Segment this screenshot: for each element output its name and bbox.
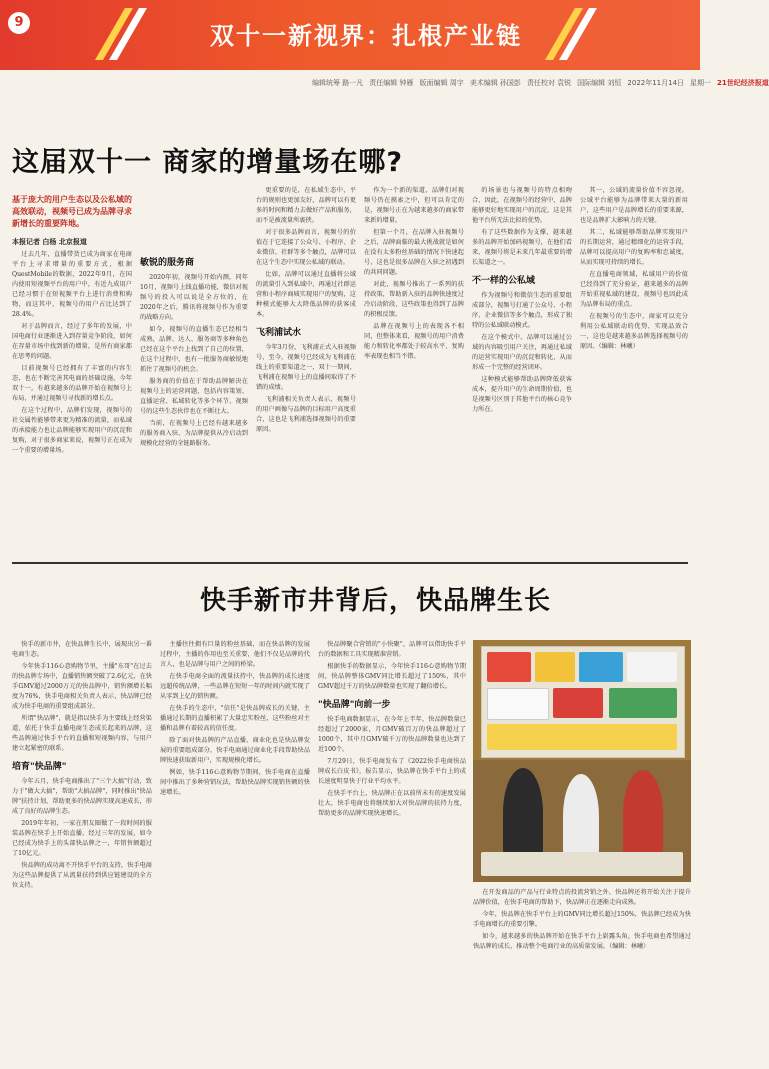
article1-column-1 bbox=[12, 250, 132, 550]
paragraph: 除了面对快品牌的产品直播，商业化也是快品牌发展的重要组成部分，快手电商通过商业化手段帮助快品牌快速获取新用户，实现规模化增长。 bbox=[160, 737, 310, 764]
paragraph: 2020年初，视频号开始内测，同年10月，视频号上线直播功能，微信对视频号的投入可以说是全方位的，在2020年之后，腾讯将视频号作为重要的战略方向。 bbox=[140, 274, 248, 321]
product-box bbox=[487, 652, 531, 682]
paragraph: 比如，品牌可以通过直播将公域的流量引入到私域中，再通过社群运营和小程序商城实现用户的复购，这种模式能够大大降低品牌的获客成本。 bbox=[256, 271, 356, 318]
paragraph: 在快手的生态中，"信任"是快品牌成长的关键，主播通过长期的直播积累了大量忠实粉丝，这些粉丝对主播和品牌有着较高的信任度。 bbox=[160, 705, 310, 732]
presenter-desk bbox=[481, 852, 683, 876]
article2-subheading: 培育"快品牌" bbox=[12, 762, 67, 772]
paragraph: 快品牌聚合营销的"小快聚"，品牌可以借助快手平台的数据和工具实现精准营销。 bbox=[318, 641, 466, 658]
product-box bbox=[535, 652, 575, 682]
section-banner bbox=[0, 0, 700, 70]
meta-item: 星期一 bbox=[690, 79, 712, 87]
article1-column-3 bbox=[256, 186, 356, 550]
meta-item: 责任编辑 钟雁 bbox=[369, 79, 414, 87]
article1-column-6 bbox=[580, 186, 688, 550]
paragraph: 所谓"快品牌"，就是指以快手为主要线上经营渠道，依托于快手直播电商生态成长起来的品牌，这些品牌通过快手平台的直播和短视频内容，与用户建立起紧密的联系。 bbox=[12, 715, 152, 752]
article2-headline: 快手新市井背后，快品牌生长 bbox=[200, 586, 552, 616]
paragraph: 在这个过程中，品牌们发现，视频号的社交属性能够带来更为精准的流量，而私域的承接能力也让品牌能够实现用户的沉淀和复购，对于很多商家来说，视频号正在成为一个重要的增量场。 bbox=[12, 407, 132, 454]
article1-subheading: 飞利浦试水 bbox=[256, 328, 302, 338]
paragraph: 更重要的是，在私域生态中，平台的规则也更加友好，品牌可以有更多的时间和精力去做好产品和服务，而不是被流量所裹挟。 bbox=[256, 187, 356, 224]
meta-item: 2022年11月14日 bbox=[627, 79, 685, 87]
page-meta-line bbox=[312, 78, 769, 88]
paragraph: 今年3月份，飞利浦正式入驻视频号，至今，视频号已经成为飞利浦在线上的重要渠道之一，双十一期间，飞利浦在视频号上的直播间取得了不错的成绩。 bbox=[256, 344, 356, 391]
paragraph: 对此，视频号推出了一系列的扶持政策，帮助新入驻的品牌快速度过冷启动阶段，这些政策也得到了品牌的积极反馈。 bbox=[364, 281, 464, 318]
presenter-figure bbox=[503, 768, 543, 858]
paragraph: 根据快手的数据显示，今年快手116心意购物节期间，快品牌整体GMV同比增长超过了150%，其中GMV超过千万的快品牌数量也实现了翻倍增长。 bbox=[318, 663, 466, 690]
paragraph: 快品牌的成功离不开快手平台的支持，快手电商为这些品牌提供了从流量扶持到供应链建设的全方位支持。 bbox=[12, 862, 152, 889]
paragraph: 主播往往拥有巨量的粉丝基础，而在快品牌的发展过程中，主播的作用也至关重要，他们不仅是品牌的代言人，也是品牌与用户之间的桥梁。 bbox=[160, 641, 310, 668]
paragraph: 对于品牌而言，经过了多年的发展，中国电商行业逐渐进入到存量竞争阶段，如何在存量市场中找到新的增量，是所有商家都在思考的问题。 bbox=[12, 323, 132, 360]
presenter-figure bbox=[623, 770, 663, 858]
article2-column-3 bbox=[318, 640, 466, 1060]
meta-item: 责任校对 袁锐 bbox=[526, 79, 572, 87]
article2-column-1 bbox=[12, 640, 152, 1060]
product-box bbox=[609, 688, 677, 718]
paragraph: 如今，视频号的直播生态已经相当成熟，品牌、达人、服务商等多种角色已经在这个平台上找到了自己的位置，在这个过程中，也有一批服务商敏锐地抓住了视频号的机会。 bbox=[140, 326, 248, 373]
article1-column-5 bbox=[472, 186, 572, 550]
paragraph: 但第一个月，在品牌入驻视频号之后，品牌面临的最大挑战就是如何在没有太多粉丝基础的情况下快速起号，这也是很多品牌在入驻之初遇到的共同问题。 bbox=[364, 229, 464, 276]
paragraph: 目前视频号已经拥有了丰富的内容生态，也在不断完善其电商的基础设施，今年双十一，有越来越多的品牌开始在视频号上布局，并通过视频号寻找新的增长点。 bbox=[12, 365, 132, 402]
banner-title: 双十一新视界：扎根产业链 bbox=[210, 22, 522, 50]
meta-item: 编辑统筹 路一凡 bbox=[312, 79, 364, 87]
article1-subheading: 敏锐的服务商 bbox=[140, 258, 195, 268]
paragraph: 在快手平台上，快品牌正在以前所未有的速度发展壮大，快手电商也将继续加大对快品牌的扶持力度，帮助更多的品牌实现快速增长。 bbox=[318, 790, 466, 817]
paragraph: 作为视频号和微信生态的重要组成部分，视频号打通了公众号、小程序、企业微信等多个触点，形成了独特的公私域联动模式。 bbox=[472, 292, 572, 329]
paragraph: 对于很多品牌而言，视频号的价值在于它连接了公众号、小程序、企业微信、社群等多个触点，品牌可以在这个生态中实现公私域的联动。 bbox=[256, 229, 356, 266]
article2-column-2 bbox=[160, 640, 310, 1060]
newspaper-brand: 21世纪经济报道 bbox=[717, 79, 769, 87]
article1-deck: 基于庞大的用户生态以及公私域的高效联动，视频号已成为品牌寻求新增长的重要阵地。 bbox=[12, 195, 132, 228]
paragraph: 在直播电商领域，私域用户的价值已经得到了充分验证，越来越多的品牌开始重视私域的建设，视频号也因此成为品牌布局的重点。 bbox=[580, 271, 688, 308]
paragraph: 有了这些数据作为支撑，越来越多的品牌开始加码视频号，在他们看来，视频号将是未来几年最重要的增长渠道之一。 bbox=[472, 229, 572, 266]
article1-subheading: 不一样的公私域 bbox=[472, 276, 536, 286]
paragraph: 作为一个新的渠道，品牌们对视频号仍在摸索之中，但可以肯定的是，视频号正在为越来越多的商家带来新的增量。 bbox=[364, 187, 464, 224]
article1-column-4 bbox=[364, 186, 464, 550]
meta-item: 版面编辑 周宇 bbox=[419, 79, 464, 87]
paragraph: 其一，公域的流量价值不容忽视。公域平台能够为品牌带来大量的新用户，这些用户是品牌增长的重要来源，也是品牌扩大影响力的关键。 bbox=[580, 187, 688, 224]
paragraph: 例如，快手116心意购物节期间，快手电商在直播间中推出了多种营销玩法，帮助快品牌实现销售额的快速增长。 bbox=[160, 769, 310, 796]
paragraph: 在这个模式中，品牌可以通过公域的内容吸引用户关注，再通过私域的运营实现用户的沉淀和转化，从而形成一个完整的经营闭环。 bbox=[472, 334, 572, 371]
product-box bbox=[487, 688, 549, 720]
section-divider bbox=[12, 562, 688, 564]
paragraph: 如今，越来越多的快品牌开始在快手平台上崭露头角，快手电商也希望通过快品牌的成长，推动整个电商行业的高质量发展。（编辑：林曦） bbox=[473, 933, 691, 950]
meta-item: 美术编辑 孙国彭 bbox=[469, 79, 521, 87]
paragraph: 在视频号的生态中，商家可以充分利用公私域联动的优势，实现品效合一，这也是越来越多品牌选择视频号的原因。（编辑：林曦） bbox=[580, 313, 688, 350]
product-box bbox=[579, 652, 623, 682]
product-box bbox=[553, 688, 603, 718]
paragraph: 这种模式能够帮助品牌降低获客成本，提升用户的生命周期价值，也是视频号区别于其他平台的核心竞争力所在。 bbox=[472, 376, 572, 413]
paragraph: 今年快手116心意购物节里，主播"东哥"在过去的快品牌专场中，直播销售额突破了2.6亿元，在快手GMV超过2000万元的快品牌中，销售额增长幅度为76%，快手电商相关负责人表示，快品牌已经成为快手电商的重要组成部分。 bbox=[12, 663, 152, 710]
paragraph: 今年，快品牌在快手平台上的GMV同比增长超过150%，快品牌已经成为快手电商增长的重要引擎。 bbox=[473, 911, 691, 928]
product-box bbox=[627, 652, 677, 682]
article1-headline: 这届双十一 商家的增量场在哪? bbox=[12, 147, 404, 178]
paragraph: 的场景也与视频号的特点相吻合，因此，在视频号的经营中，品牌能够更好地实现用户的沉淀，这是其他平台所无法比拟的优势。 bbox=[472, 187, 572, 224]
presenter-figure bbox=[563, 774, 599, 858]
article1-byline: 本报记者 白杨 北京报道 bbox=[12, 238, 87, 246]
article1-column-2 bbox=[140, 250, 248, 550]
paragraph: 7月29日，快手电商发布了《2022快手电商快品牌成长白皮书》，报告显示，快品牌在快手平台上的成长速度明显快于行业平均水平。 bbox=[318, 758, 466, 785]
paragraph: 当前，在视频号上已经有越来越多的服务商入驻，为品牌提供从冷启动到规模化经营的全链路服务。 bbox=[140, 420, 248, 447]
paragraph: 飞利浦相关负责人表示，视频号的用户画像与品牌的目标用户高度重合，这也是飞利浦选择视频号的重要原因。 bbox=[256, 396, 356, 433]
paragraph: 其二，私域能够帮助品牌实现用户的长期运营，通过精细化的运营手段，品牌可以提高用户的复购率和忠诚度，从而实现可持续的增长。 bbox=[580, 229, 688, 266]
paragraph: 过去几年，直播带货已成为商家在电商平台上寻求增量的重要方式，根据QuestMobile的数据，2022年9月，在国内使用短视频平台的用户中，有近九成用户已经习惯于在短视频平台上进行消费和购物，而这其中，视频号的用户占比达到了28.4%。 bbox=[12, 251, 132, 318]
paragraph: 今年五月，快手电商推出了"三个大搞"行动，致力于"做大大搞"，帮助"大搞品牌"，同时推出"快品牌"扶持计划，帮助更多的快品牌实现高速成长，形成了良好的品牌生态。 bbox=[12, 778, 152, 815]
paragraph: 快手的新市井，在快品牌生长中，展现出另一番电商生态。 bbox=[12, 641, 152, 658]
paragraph: 服务商的价值在于帮助品牌解决在视频号上的运营问题，包括内容策划、直播运营、私域转化等多个环节，视频号的这些生态伙伴也在不断壮大。 bbox=[140, 378, 248, 415]
paragraph: 在快手电商全面的流量扶持中，快品牌的成长速度远超传统品牌，一些品牌在短短一年的时间内就实现了从零到上亿的销售额。 bbox=[160, 673, 310, 700]
product-box bbox=[487, 724, 677, 750]
page-number: 9 bbox=[8, 12, 30, 34]
paragraph: 品牌在视频号上的表现各不相同，但整体来看，视频号的用户消费能力和转化率都处于较高水平，复购率表现也相当不错。 bbox=[364, 323, 464, 360]
paragraph: 快手电商数据显示，在今年上半年，快品牌数量已经超过了2000家，月GMV破百万的快品牌超过了1000个，其中月GMV破千万的快品牌数量也达到了近100个。 bbox=[318, 716, 466, 753]
paragraph: 2019年年初，一家在朋友圈做了一段时间的服装品牌在快手上开始直播，经过三年的发展，如今已经成为快手上的头部快品牌之一，年销售额超过了10亿元。 bbox=[12, 820, 152, 857]
article2-subheading: "快品牌"向前一步 bbox=[318, 700, 391, 710]
livestream-photo bbox=[473, 640, 691, 882]
meta-item: 国际编辑 刘恒 bbox=[577, 79, 622, 87]
paragraph: 在开发商品的产品与行业特点的投流营销之外，快品牌还将开始关注于提升品牌价值，在快手电商的帮助下，快品牌正在逐渐走向成熟。 bbox=[473, 889, 691, 906]
article2-column-4 bbox=[473, 888, 691, 1060]
